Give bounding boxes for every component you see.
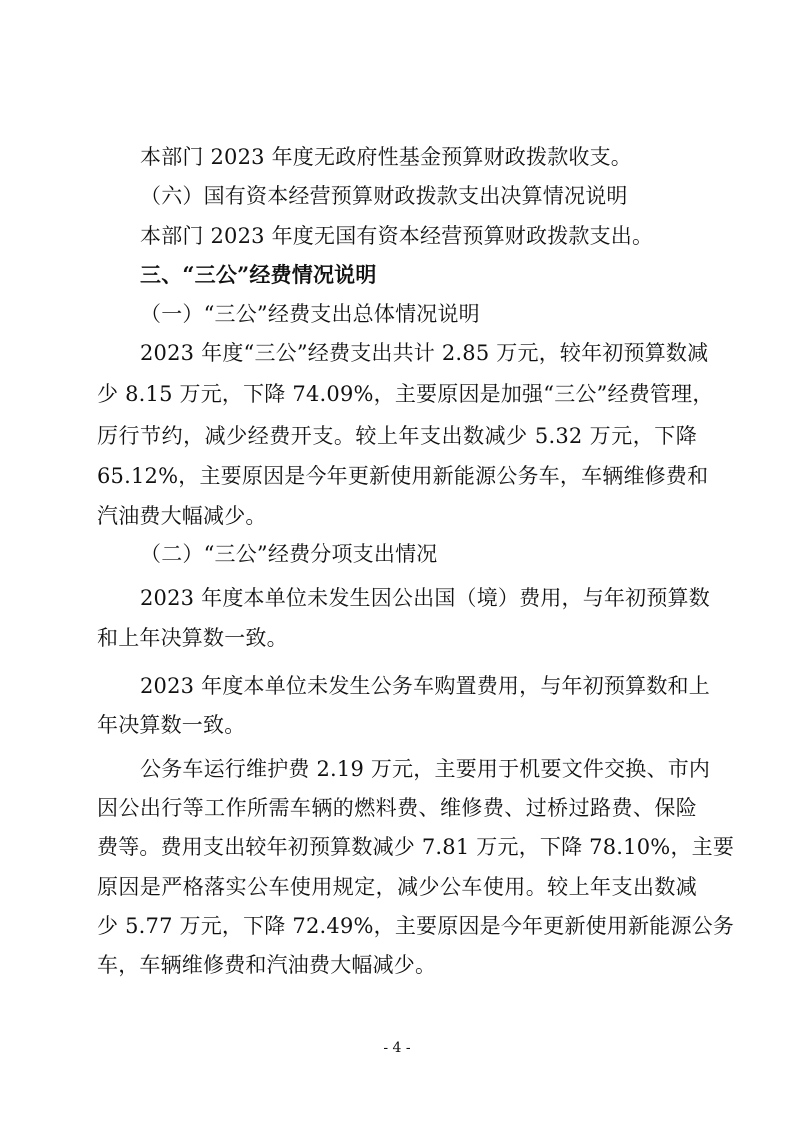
paragraph-line: 因公出行等工作所需车辆的燃料费、维修费、过桥过路费、保险	[97, 796, 697, 820]
paragraph-line: 2023 年度本单位未发生因公出国（境）费用，与年初预算数	[140, 586, 710, 610]
section-subheading: （六）国有资本经营预算财政拨款支出决算情况说明	[140, 184, 628, 208]
paragraph-line: 65.12%，主要原因是今年更新使用新能源公务车，车辆维修费和	[97, 464, 709, 488]
section-subheading: （二）“三公”经费分项支出情况	[140, 542, 438, 566]
paragraph-line: 少 8.15 万元，下降 74.09%，主要原因是加强“三公”经费管理，	[97, 382, 714, 406]
section-subheading: （一）“三公”经费支出总体情况说明	[140, 302, 480, 326]
paragraph-line: 厉行节约，减少经费开支。较上年支出数减少 5.32 万元，下降	[97, 424, 697, 448]
paragraph-line: 少 5.77 万元，下降 72.49%，主要原因是今年更新使用新能源公务	[97, 914, 735, 938]
paragraph-line: 2023 年度“三公”经费支出共计 2.85 万元，较年初预算数减	[140, 341, 709, 365]
paragraph-line: 费等。费用支出较年初预算数减少 7.81 万元，下降 78.10%，主要	[97, 835, 735, 859]
paragraph-line: 本部门 2023 年度无国有资本经营预算财政拨款支出。	[140, 224, 654, 248]
paragraph-line: 和上年决算数一致。	[97, 626, 288, 650]
page-number: - 4 -	[383, 1040, 411, 1056]
paragraph-line: 汽油费大幅减少。	[97, 504, 267, 528]
paragraph-line: 原因是严格落实公车使用规定，减少公车使用。较上年支出数减	[97, 875, 697, 899]
paragraph-line: 本部门 2023 年度无政府性基金预算财政拨款收支。	[140, 145, 632, 169]
paragraph-line: 公务车运行维护费 2.19 万元，主要用于机要文件交换、市内	[140, 757, 711, 781]
paragraph-line: 车，车辆维修费和汽油费大幅减少。	[97, 953, 437, 977]
section-heading: 三、“三公”经费情况说明	[140, 262, 377, 287]
paragraph-line: 年决算数一致。	[97, 713, 246, 737]
paragraph-line: 2023 年度本单位未发生公务车购置费用，与年初预算数和上	[140, 674, 710, 698]
